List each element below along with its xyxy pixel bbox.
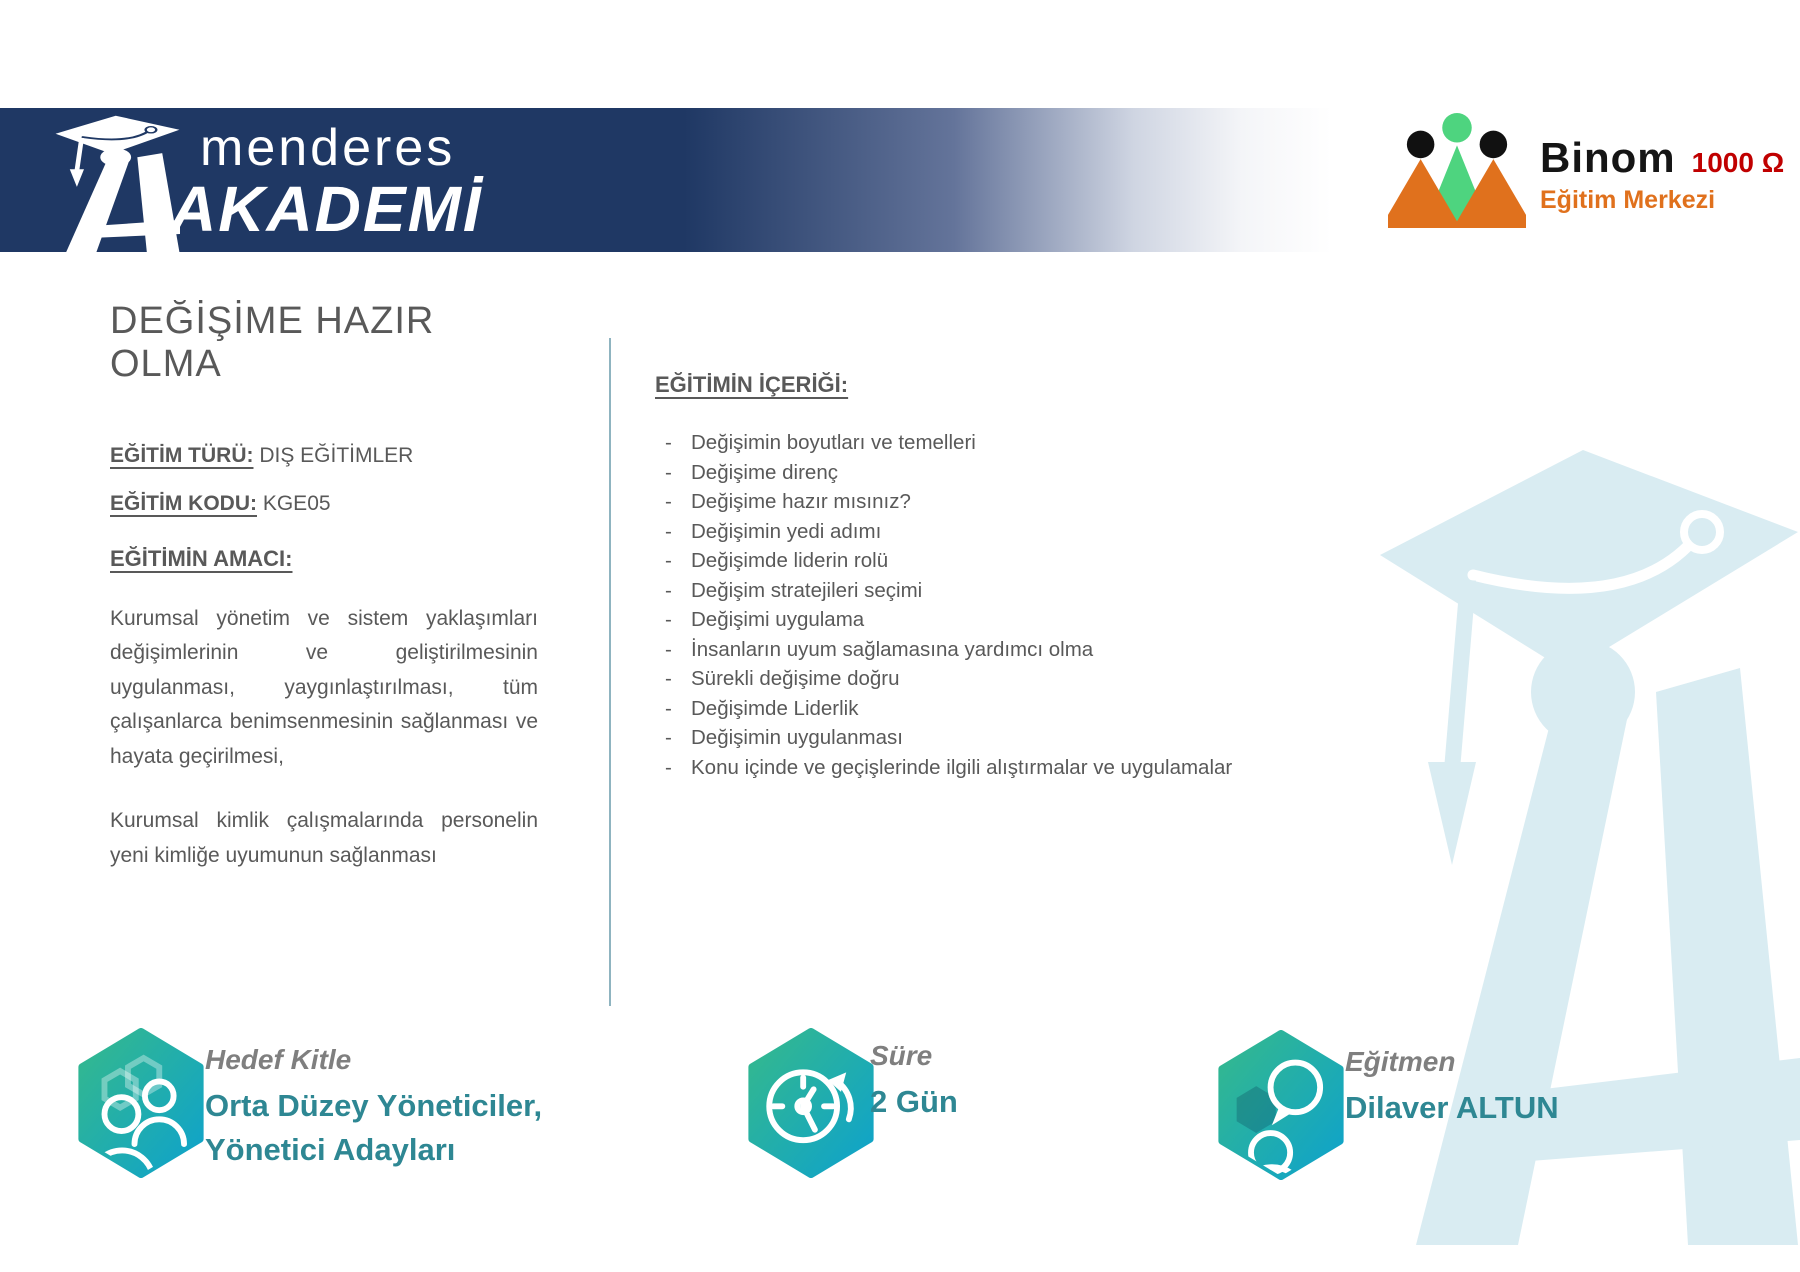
purpose-paragraph: Kurumsal kimlik çalışmalarında personelin yeni kimliğe uyumunun sağlanması bbox=[110, 809, 538, 867]
people-triangles-icon bbox=[1388, 112, 1526, 228]
clock-icon bbox=[745, 1028, 877, 1178]
binom-logo bbox=[1388, 112, 1784, 228]
list-item: - Sürekli değişime doğru bbox=[665, 667, 900, 690]
duration-label: Süre bbox=[870, 1040, 933, 1071]
training-code-label: EĞİTİM KODU: bbox=[110, 492, 257, 515]
training-type-value: DIŞ EĞİTİMLER bbox=[259, 444, 414, 467]
purpose-paragraph: Kurumsal yönetim ve sistem yaklaşımları değişimlerinin ve geliştirilmesinin uygulanması, yaygınlaştırılması, tüm çalışanlarca benimsenmesinin sağlanması ve hayata geçirilmesi, bbox=[110, 607, 538, 768]
list-item: - Değişim stratejileri seçimi bbox=[665, 578, 923, 602]
training-code-value: KGE05 bbox=[262, 492, 331, 515]
list-item: - Konu içinde ve geçişlerinde ilgili alıştırmalar ve uygulamalar bbox=[665, 755, 1233, 779]
target-audience-card bbox=[75, 1028, 543, 1178]
target-audience-value: Orta Düzey Yöneticiler, Yönetici Adayları bbox=[205, 1088, 543, 1168]
list-item: - Değişimin boyutları ve temelleri bbox=[665, 431, 976, 454]
binom-name: Binom bbox=[1540, 134, 1676, 181]
list-item: - Değişimin uygulanması bbox=[665, 726, 903, 749]
list-item: - Değişimin yedi adımı bbox=[665, 519, 882, 543]
list-item: - Değişimde Liderlik bbox=[665, 696, 859, 720]
list-item: - İnsanların uyum sağlamasına yardımcı olma bbox=[665, 637, 1094, 661]
duration-card bbox=[745, 1028, 958, 1178]
list-item: - Değişimde liderin rolü bbox=[665, 549, 889, 572]
brand-name-akademi: AKADEMİ bbox=[170, 173, 483, 245]
duration-value: 2 Gün bbox=[870, 1084, 958, 1119]
page-title: DEĞİŞİME HAZIR OLMA bbox=[110, 300, 435, 385]
audience-icon bbox=[75, 1028, 207, 1178]
list-item: - Değişime direnç bbox=[665, 460, 838, 484]
list-item: - Değişimi uygulama bbox=[665, 608, 865, 631]
binom-ohm-value: 1000 Ω bbox=[1691, 147, 1785, 178]
graduation-cap-a-icon bbox=[52, 114, 180, 252]
column-divider bbox=[609, 338, 611, 1006]
training-code-line bbox=[110, 492, 538, 516]
trainer-value: Dilaver ALTUN bbox=[1345, 1090, 1559, 1125]
content-list bbox=[655, 428, 1375, 782]
target-audience-label: Hedef Kitle bbox=[205, 1044, 352, 1075]
content-header: EĞİTİMİN İÇERİĞİ: bbox=[655, 372, 849, 397]
speech-bubble-icon bbox=[1215, 1030, 1347, 1180]
training-type-label: EĞİTİM TÜRÜ: bbox=[110, 444, 254, 467]
brand-name-menderes: menderes bbox=[200, 119, 456, 177]
purpose-header: EĞİTİMİN AMACI: bbox=[110, 546, 293, 571]
course-content-column bbox=[655, 372, 1375, 782]
binom-subtitle: Eğitim Merkezi bbox=[1540, 186, 1716, 214]
trainer-card bbox=[1215, 1030, 1559, 1180]
list-item: - Değişime hazır mısınız? bbox=[665, 490, 911, 513]
training-type-line bbox=[110, 444, 538, 468]
course-summary-column bbox=[110, 300, 538, 903]
trainer-label: Eğitmen bbox=[1345, 1046, 1456, 1077]
